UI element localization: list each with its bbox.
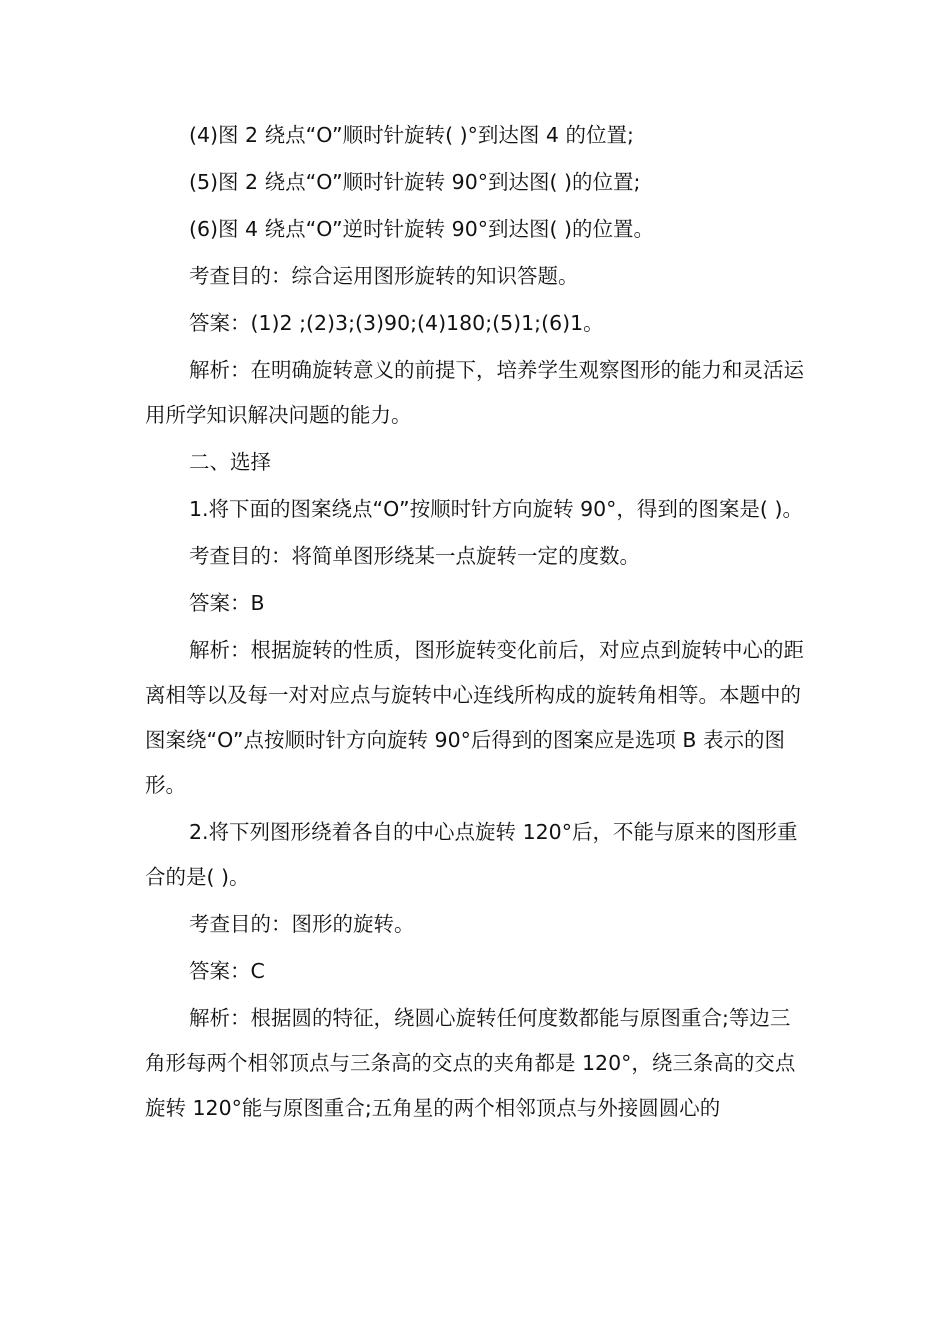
answer-text: 答案：(1)2 ;(2)3;(3)90;(4)180;(5)1;(6)1。 — [189, 311, 604, 335]
question-6-text: (6)图 4 绕点“O”逆时针旋转 90°到达图( )的位置。 — [189, 217, 654, 241]
choice-question-2: 2.将下列图形绕着各自的中心点旋转 120°后，不能与原来的图形重合的是( )。 — [145, 820, 798, 889]
question-4-text: (4)图 2 绕点“O”顺时针旋转( )°到达图 4 的位置; — [189, 123, 634, 147]
choice-1-analysis: 解析：根据旋转的性质，图形旋转变化前后，对应点到旋转中心的距离相等以及每一对对应点与旋转中心连线所构成的旋转角相等。本题中的图案绕“O”点按顺时针方向旋转 90°后得到的图案应是选项 B 表示的图形。 — [145, 638, 804, 797]
objective-text: 考查目的：综合运用图形旋转的知识答题。 — [189, 264, 579, 288]
choice-question-1: 1.将下面的图案绕点“O”按顺时针方向旋转 90°，得到的图案是( )。 — [189, 497, 803, 521]
choice-2-analysis: 解析：根据圆的特征，绕圆心旋转任何度数都能与原图重合;等边三角形每两个相邻顶点与三条高的交点的夹角都是 120°，绕三条高的交点旋转 120°能与原图重合;五角星的两个相邻顶点与外接圆圆心的 — [145, 1006, 796, 1120]
choice-1-objective: 考查目的：将简单图形绕某一点旋转一定的度数。 — [189, 544, 640, 568]
choice-2-objective: 考查目的：图形的旋转。 — [189, 912, 415, 936]
section-heading-choice: 二、选择 — [189, 450, 271, 474]
choice-1-answer: 答案：B — [189, 591, 265, 615]
analysis-text: 解析：在明确旋转意义的前提下，培养学生观察图形的能力和灵活运用所学知识解决问题的能力。 — [145, 358, 804, 427]
question-5-text: (5)图 2 绕点“O”顺时针旋转 90°到达图( )的位置; — [189, 170, 641, 194]
choice-2-answer: 答案：C — [189, 959, 265, 983]
document-body — [145, 113, 810, 1131]
